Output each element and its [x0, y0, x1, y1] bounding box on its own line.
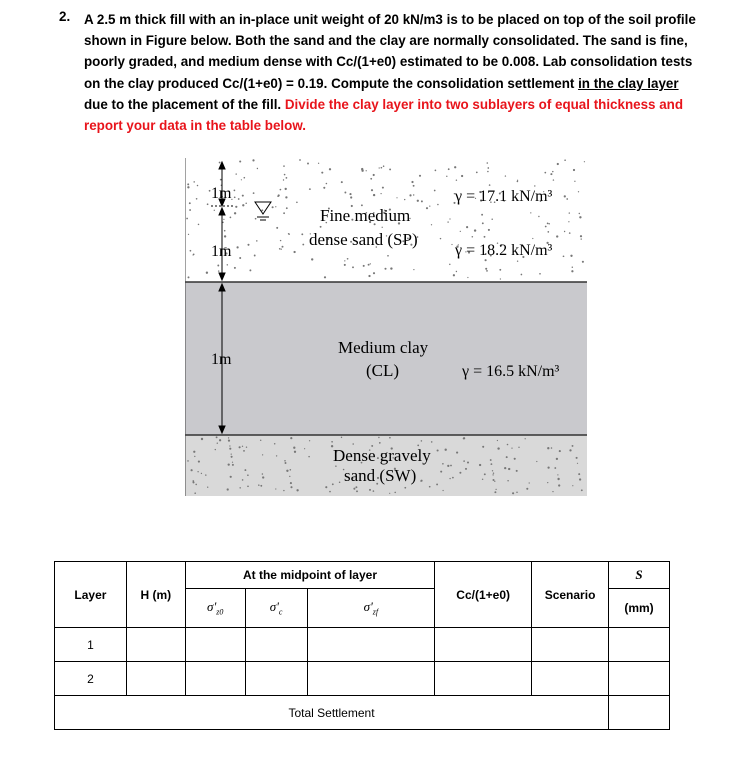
gravel-label-line-1: Dense gravely: [333, 446, 431, 465]
settlement-table: [54, 561, 670, 730]
header-layer: Layer: [55, 562, 127, 628]
clay-label-line-2: (CL): [366, 361, 400, 380]
cell[interactable]: [245, 628, 307, 662]
header-midpoint: At the midpoint of layer: [185, 562, 434, 589]
cell[interactable]: [435, 628, 532, 662]
cell[interactable]: [532, 628, 609, 662]
dim-label-clay: 1m: [211, 351, 232, 368]
cell[interactable]: [532, 662, 609, 696]
cell[interactable]: [435, 662, 532, 696]
question-text-part-2: due to the placement of the fill.: [84, 96, 285, 112]
cell[interactable]: [126, 662, 185, 696]
header-sigma-z0: $\sigma'_{z0}$: [185, 589, 245, 628]
gamma-clay-label: γ = 16.5 kN/m³: [462, 363, 560, 380]
cell[interactable]: [185, 662, 245, 696]
header-sigma-zf: $\sigma'_{zf}$: [307, 589, 435, 628]
gamma-sand-sat-label: γ = 18.2 kN/m³: [455, 242, 553, 259]
cell[interactable]: [609, 662, 670, 696]
total-settlement-label: Total Settlement: [55, 696, 609, 730]
header-s-unit: (mm): [609, 589, 670, 628]
table-row: [55, 662, 670, 696]
dim-label-top: 1m: [211, 185, 232, 202]
header-cc: Cc/(1+e0): [435, 562, 532, 628]
cell[interactable]: [126, 628, 185, 662]
question-number: 2.: [59, 9, 71, 24]
cell[interactable]: [185, 628, 245, 662]
header-scenario: Scenario: [532, 562, 609, 628]
sand-label-line-1: Fine medium: [320, 206, 411, 225]
clay-label-line-1: Medium clay: [338, 338, 429, 357]
question-text: [84, 9, 704, 136]
cell[interactable]: [609, 628, 670, 662]
dim-label-mid: 1m: [211, 243, 232, 260]
cell[interactable]: [307, 628, 435, 662]
header-s: S: [609, 562, 670, 589]
question-underlined-phrase: in the clay layer: [578, 75, 679, 91]
sand-label-line-2: dense sand (SP): [309, 230, 418, 249]
cell[interactable]: [245, 662, 307, 696]
row-2-layer: 2: [55, 662, 127, 696]
table-row: [55, 628, 670, 662]
soil-profile-svg: [185, 158, 587, 496]
gamma-top-label: γ = 17.1 kN/m³: [455, 188, 553, 205]
soil-profile-figure: [185, 158, 587, 496]
header-h: H (m): [126, 562, 185, 628]
cell[interactable]: [307, 662, 435, 696]
question-red-instruction: Divide the clay layer into two sublayers of equal thickness and report your data in the table below.: [84, 96, 683, 134]
gravel-label-line-2: sand (SW): [344, 466, 417, 485]
question-text-part-1: A 2.5 m thick fill with an in-place unit weight of 20 kN/m3 is to be placed on top of the soil profile shown in Figure below. Both the sand and the clay are normally consolidated. The sand is fine, poorly graded, and medium dense with Cc/(1+e0) estimated to be 0.008. Lab consolidation tests on the clay produced Cc/(1+e0) = 0.19. Compute the consolidation settlement: [84, 12, 696, 91]
total-row: [55, 696, 670, 730]
total-settlement-cell[interactable]: [609, 696, 670, 730]
clay-layer: [185, 282, 587, 435]
row-1-layer: 1: [55, 628, 127, 662]
header-sigma-c: $\sigma'_c$: [245, 589, 307, 628]
